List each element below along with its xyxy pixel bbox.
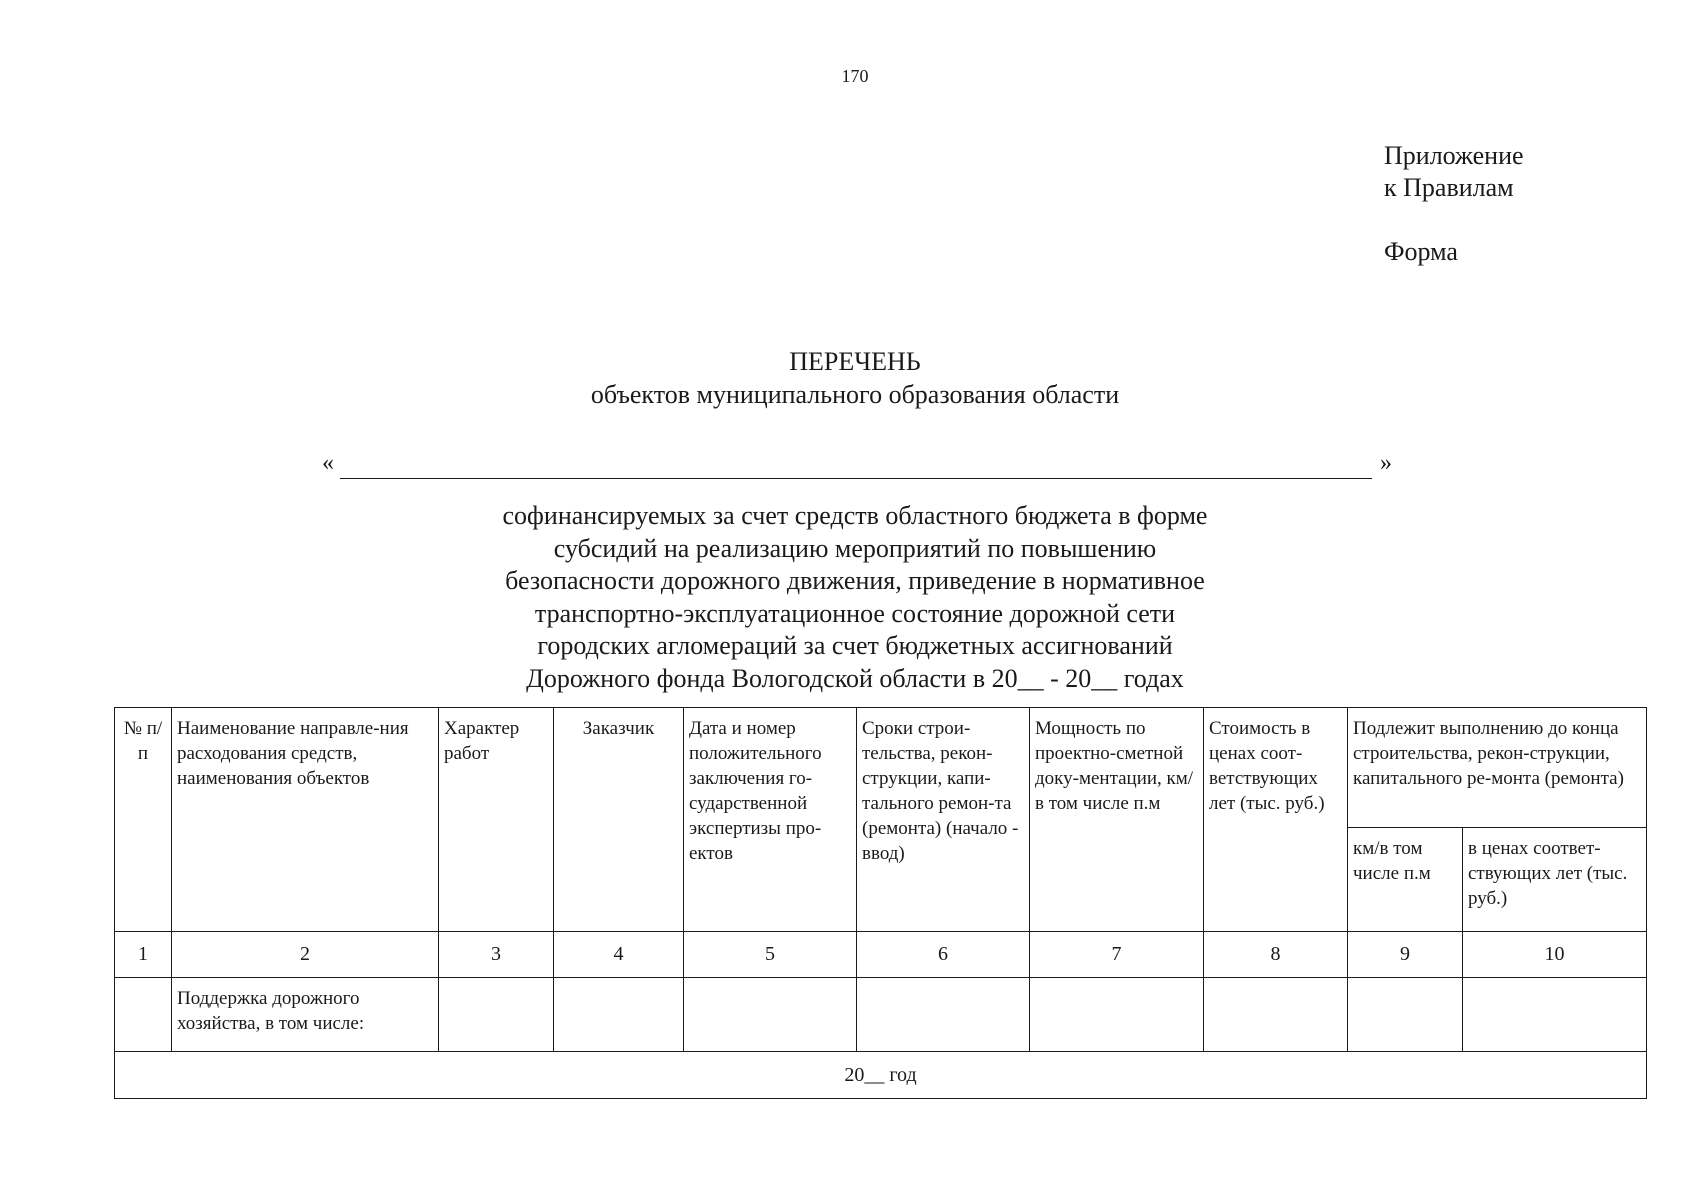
header-remaining-work: Подлежит выполнению до конца строительства, рекон-струкции, капитального ре-монта (ремонта) bbox=[1348, 708, 1647, 828]
blank-underline bbox=[340, 478, 1372, 479]
table-cell bbox=[1348, 978, 1463, 1052]
subtitle-line-2: субсидий на реализацию мероприятий по повышению bbox=[553, 533, 1157, 563]
column-number-cell: 10 bbox=[1463, 932, 1647, 978]
document-title bbox=[0, 345, 1697, 411]
subtitle-line-4: транспортно-эксплуатационное состояние дорожной сети bbox=[534, 598, 1176, 628]
column-numbers-row bbox=[115, 932, 1647, 978]
subtitle-line-3: безопасности дорожного движения, приведение в нормативное bbox=[505, 566, 1205, 595]
table-cell bbox=[554, 978, 684, 1052]
column-number-cell: 5 bbox=[684, 932, 857, 978]
subtitle-line-1: софинансируемых за счет средств областного бюджета в форме bbox=[502, 501, 1208, 530]
header-expertise: Дата и номер положительного заключения го-сударственной экспертизы про-ектов bbox=[684, 708, 857, 932]
table-cell bbox=[684, 978, 857, 1052]
year-row bbox=[115, 1052, 1647, 1099]
table-cell bbox=[857, 978, 1030, 1052]
subtitle-line-5: городских агломераций за счет бюджетных ассигнований bbox=[537, 631, 1173, 660]
header-remaining-cost: в ценах соответ-ствующих лет (тыс. руб.) bbox=[1463, 828, 1647, 932]
column-number-cell: 7 bbox=[1030, 932, 1204, 978]
appendix-line-1: Приложение bbox=[1384, 141, 1524, 170]
table-cell bbox=[1204, 978, 1348, 1052]
support-label: Поддержка дорожного хозяйства, в том числе: bbox=[172, 978, 439, 1052]
header-customer: Заказчик bbox=[554, 708, 684, 932]
table-cell bbox=[1463, 978, 1647, 1052]
header-number: № п/п bbox=[115, 708, 172, 932]
objects-table bbox=[114, 707, 1647, 1099]
table-cell bbox=[115, 978, 172, 1052]
header-name: Наименование направле-ния расходования средств, наименования объектов bbox=[172, 708, 439, 932]
column-number-cell: 2 bbox=[172, 932, 439, 978]
table-row bbox=[115, 978, 1647, 1052]
document-subtitle bbox=[0, 500, 1697, 695]
header-construction-period: Сроки строи-тельства, рекон-струкции, капи-тального ремон-та (ремонта) (начало - ввод) bbox=[857, 708, 1030, 932]
page-number: 170 bbox=[841, 66, 869, 86]
close-quote: » bbox=[1380, 450, 1392, 476]
column-number-cell: 9 bbox=[1348, 932, 1463, 978]
table-header-row bbox=[115, 708, 1647, 828]
column-number-cell: 4 bbox=[554, 932, 684, 978]
header-work-type: Характер работ bbox=[439, 708, 554, 932]
header-remaining-km: км/в том числе п.м bbox=[1348, 828, 1463, 932]
appendix-block bbox=[1384, 140, 1524, 268]
header-cost: Стоимость в ценах соот-ветствующих лет (тыс. руб.) bbox=[1204, 708, 1348, 932]
title-line-2: объектов муниципального образования области bbox=[590, 380, 1120, 409]
header-capacity: Мощность по проектно-сметной доку-ментации, км/в том числе п.м bbox=[1030, 708, 1204, 932]
table-cell bbox=[439, 978, 554, 1052]
form-label: Форма bbox=[1384, 237, 1458, 266]
subtitle-line-6: Дорожного фонда Вологодской области в 20__ - 20__ годах bbox=[526, 663, 1184, 693]
year-label: 20__ год bbox=[115, 1052, 1647, 1099]
open-quote: « bbox=[322, 450, 334, 476]
column-number-cell: 6 bbox=[857, 932, 1030, 978]
column-number-cell: 3 bbox=[439, 932, 554, 978]
title-heading: ПЕРЕЧЕНЬ bbox=[789, 347, 921, 376]
municipality-name-line bbox=[322, 450, 1392, 480]
column-number-cell: 8 bbox=[1204, 932, 1348, 978]
table-cell bbox=[1030, 978, 1204, 1052]
column-number-cell: 1 bbox=[115, 932, 172, 978]
appendix-line-2: к Правилам bbox=[1384, 173, 1514, 202]
